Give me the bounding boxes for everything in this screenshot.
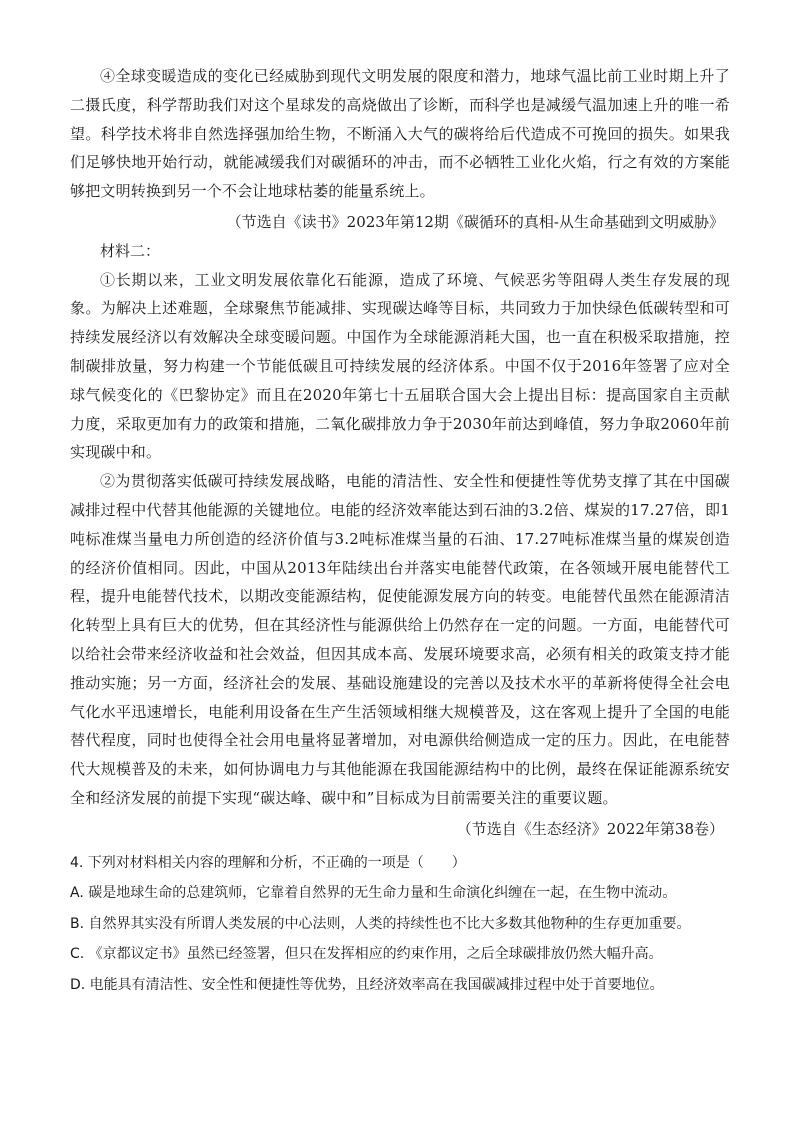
document-page [70, 62, 730, 1000]
material2-paragraph-2: ②为贯彻落实低碳可持续发展战略，电能的清洁性、安全性和便捷性等优势支撑了其在中国碳减排过程中代替其他能源的关键地位。电能的经济效率能达到石油的3.2倍、煤炭的17.27倍，即1吨标准煤当量电力所创造的经济价值与3.2吨标准煤当量的石油、17.27吨标准煤当量的煤炭创造的经济价值相同。因此，中国从2013年陆续出台并落实电能替代政策，在各领域开展电能替代工程，提升电能替代技术，以期改变能源结构，促使能源发展方向的转变。电能替代虽然在能源清洁化转型上具有巨大的优势，但在其经济性与能源供给上仍然存在一定的问题。一方面，电能替代可以给社会带来经济收益和社会效益，但因其成本高、发展环境要求高，必须有相关的政策支持才能推动实施；另一方面，经济社会的发展、基础设施建设的完善以及技术水平的革新将使得全社会电气化水平迅速增长，电能利用设备在生产生活领域相继大规模普及，这在客观上提升了全国的电能替代程度，同时也使得全社会用电量将显著增加，对电源供给侧造成一定的压力。因此，在电能替代大规模普及的未来，如何协调电力与其他能源在我国能源结构中的比例，最终在保证能源系统安全和经济发展的前提下实现“碳达峰、碳中和”目标成为目前需要关注的重要议题。 [70, 472, 730, 807]
question-4-option-a: A. 碳是地球生命的总建筑师，它靠着自然界的无生命力量和生命演化纠缠在一起，在生物中流动。 [70, 885, 677, 902]
question-4-option-b: B. 自然界其实没有所谓人类发展的中心法则，人类的持续性也不比大多数其他物种的生存更加重要。 [70, 915, 691, 932]
material2-source: （节选自《生态经济》2022年第38卷） [456, 819, 724, 838]
material2-heading: 材料二： [100, 241, 161, 260]
material1-paragraph-4: ④全球变暖造成的变化已经威胁到现代文明发展的限度和潜力，地球气温比前工业时期上升了二摄氏度，科学帮助我们对这个星球发的高烧做出了诊断，而科学也是减缓气温加速上升的唯一希望。科学技术将非自然选择强加给生物，不断涌入大气的碳将给后代造成不可挽回的损失。如果我们足够快地开始行动，就能减缓我们对碳循环的冲击，而不必牺牲工业化火焰，行之有效的方案能够把文明转换到另一个不会让地球枯萎的能量系统上。 [70, 67, 730, 201]
question-4-option-c: C. 《京都议定书》虽然已经签署，但只在发挥相应的约束作用，之后全球碳排放仍然大幅升高。 [70, 946, 663, 963]
material1-source: （节选自《读书》2023年第12期《碳循环的真相-从生命基础到文明威胁》 [226, 212, 724, 231]
question-4-stem: 4. 下列对材料相关内容的理解和分析，不正确的一项是（ ） [70, 854, 466, 871]
material2-paragraph-1: ①长期以来，工业文明发展依靠化石能源，造成了环境、气候恶劣等阻碍人类生存发展的现象。为解决上述难题，全球聚焦节能减排、实现碳达峰等目标，共同致力于加快绿色低碳转型和可持续发展经济以有效解决全球变暖问题。中国作为全球能源消耗大国，也一直在积极采取措施，控制碳排放量，努力构建一个节能低碳且可持续发展的经济体系。中国不仅于2016年签署了应对全球气候变化的《巴黎协定》而且在2020年第七十五届联合国大会上提出目标：提高国家自主贡献力度，采取更加有力的政策和措施，二氧化碳排放力争于2030年前达到峰值，努力争取2060年前实现碳中和。 [70, 270, 730, 462]
question-4-option-d: D. 电能具有清洁性、安全性和便捷性等优势，且经济效率高在我国碳减排过程中处于首要地位。 [70, 976, 664, 993]
